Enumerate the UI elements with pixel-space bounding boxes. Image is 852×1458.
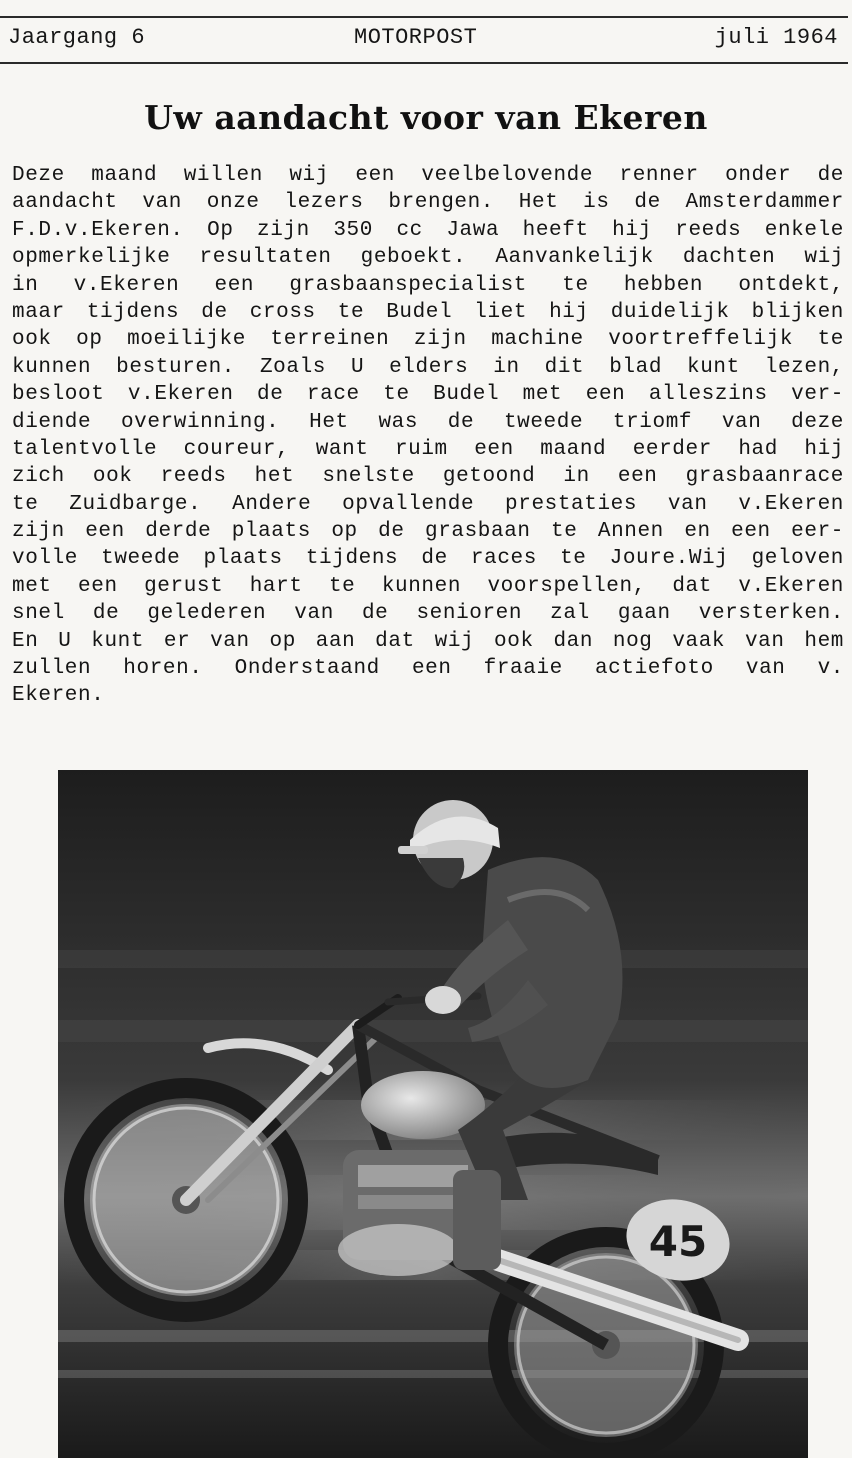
article-line: Ekeren.	[12, 684, 105, 708]
action-photo	[58, 770, 808, 1458]
article-line: zullen horen. Onderstaand een fraaie actiefoto van v.	[12, 657, 844, 681]
article-line: snel de gelederen van de senioren zal gaan versterken.	[12, 602, 844, 626]
issue-date: juli 1964	[714, 25, 838, 50]
article-line: opmerkelijke resultaten geboekt. Aanvankelijk dachten wij	[12, 246, 844, 270]
motorcycle-rider-illustration	[58, 770, 808, 1458]
volume-label: Jaargang 6	[8, 25, 146, 50]
article-line: En U kunt er van op aan dat wij ook dan nog vaak van hem	[12, 629, 844, 653]
article-line: F.D.v.Ekeren. Op zijn 350 cc Jawa heeft hij reeds enkele	[12, 218, 844, 242]
article-line: te Zuidbarge. Andere opvallende prestaties van v.Ekeren	[12, 492, 844, 516]
article-line: met een gerust hart te kunnen voorspellen, dat v.Ekeren	[12, 574, 844, 598]
article-line: zijn een derde plaats op de grasbaan te Annen en een eer-	[12, 520, 844, 544]
article-body	[12, 162, 844, 710]
publication-title: MOTORPOST	[354, 25, 478, 50]
article-line: talentvolle coureur, want ruim een maand eerder had hij	[12, 437, 844, 461]
article-line: in v.Ekeren een grasbaanspecialist te hebben ontdekt,	[12, 273, 844, 297]
race-number: 45	[648, 1217, 708, 1266]
article-line: kunnen besturen. Zoals U elders in dit blad kunt lezen,	[12, 355, 844, 379]
article-line: volle tweede plaats tijdens de races te Joure.Wij geloven	[12, 547, 844, 571]
article-line: aandacht van onze lezers brengen. Het is de Amsterdammer	[12, 191, 844, 215]
article-line: ook op moeilijke terreinen zijn machine voortreffelijk te	[12, 328, 844, 352]
article-line: Deze maand willen wij een veelbelovende renner onder de	[12, 164, 844, 187]
article-line: besloot v.Ekeren de race te Budel met een alleszins ver-	[12, 383, 844, 407]
article-line: zich ook reeds het snelste getoond in een grasbaanrace	[12, 465, 844, 489]
article-line: diende overwinning. Het was de tweede triomf van deze	[12, 410, 844, 434]
page-header	[0, 16, 848, 64]
article-line: maar tijdens de cross te Budel liet hij duidelijk blijken	[12, 300, 844, 324]
article-title: Uw aandacht voor van Ekeren	[144, 98, 708, 137]
